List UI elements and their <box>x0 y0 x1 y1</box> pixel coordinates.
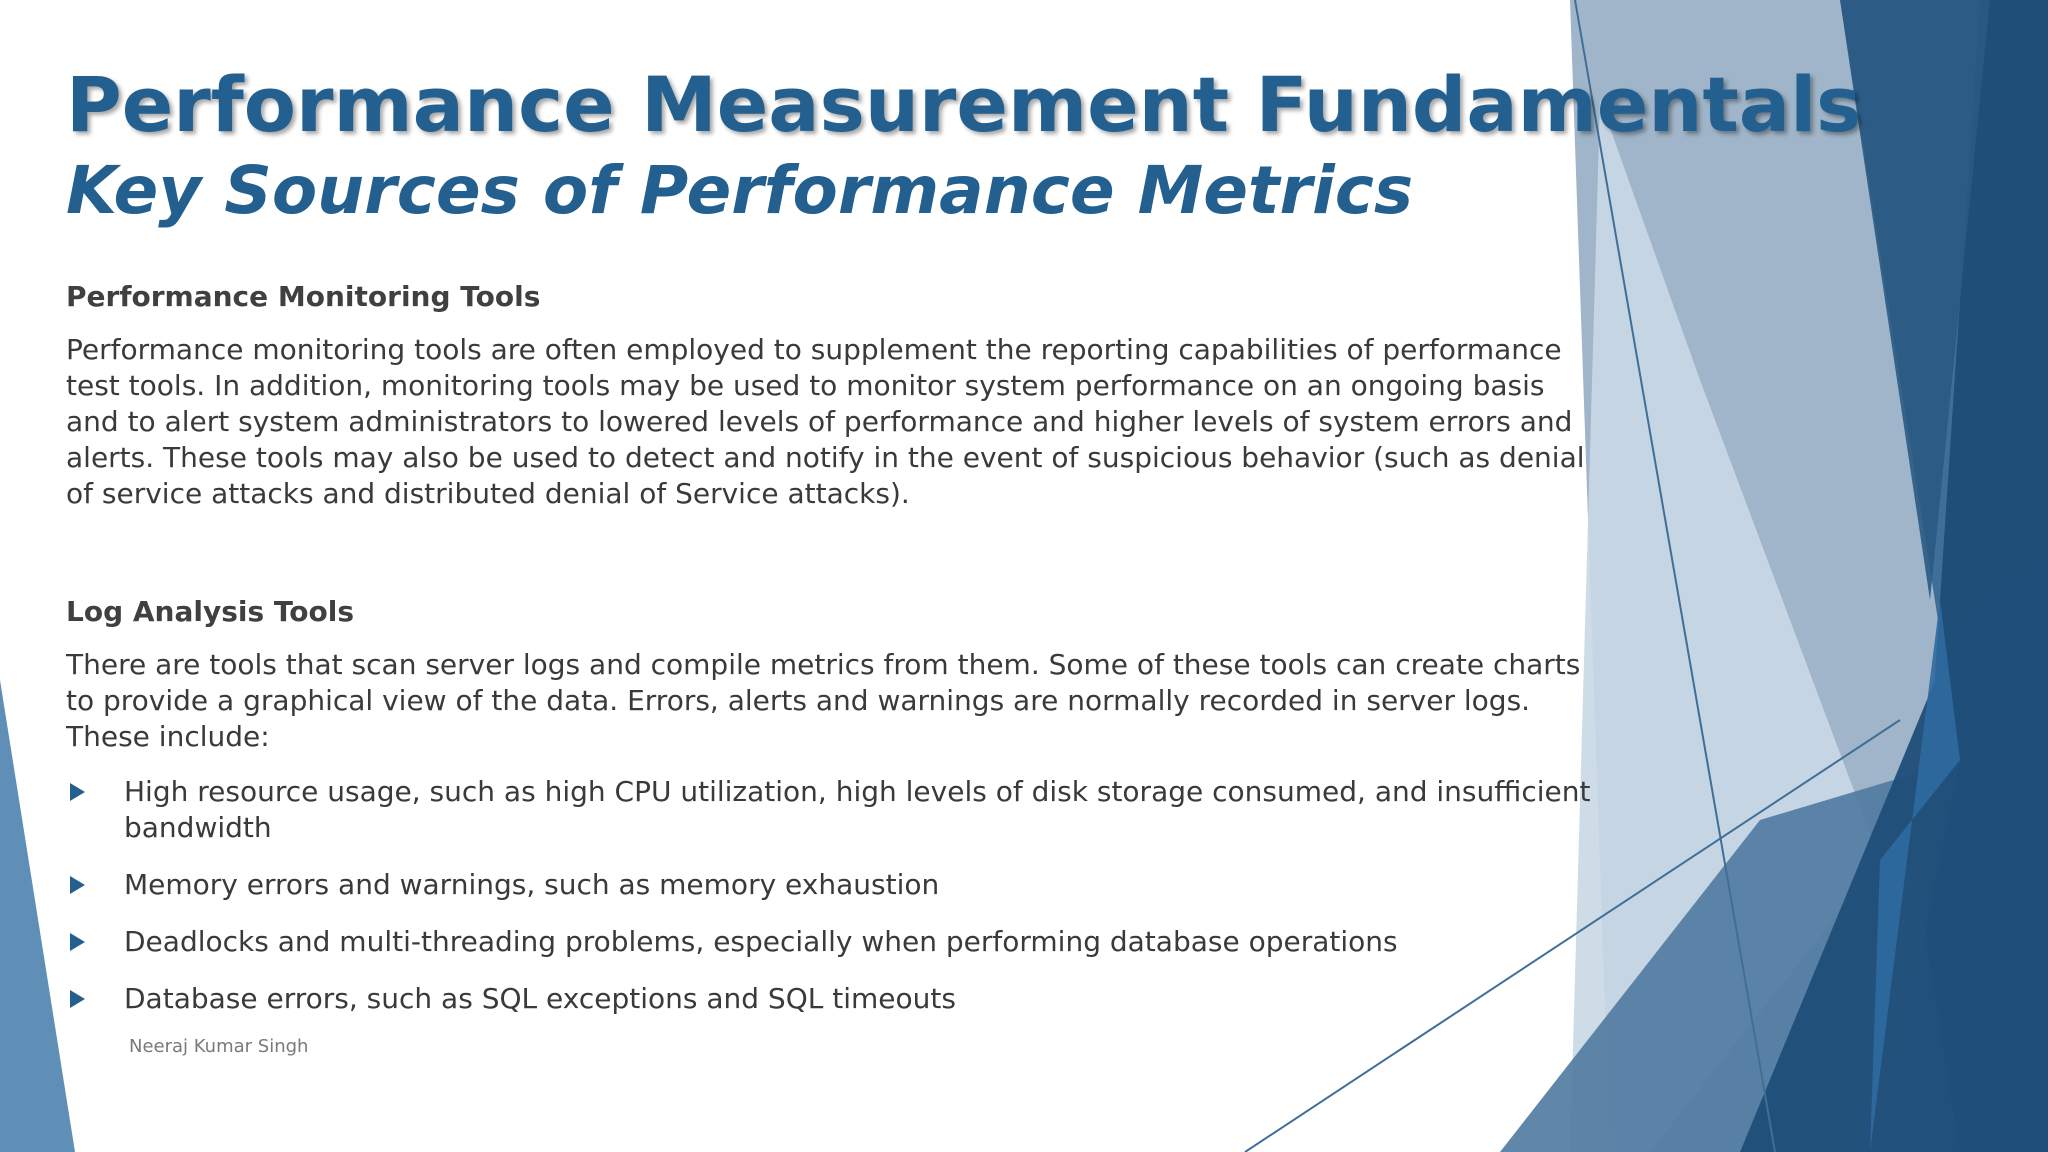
section-heading: Performance Monitoring Tools <box>66 280 541 313</box>
triangle-bullet-icon <box>70 783 85 801</box>
slide-subtitle: Key Sources of Performance Metrics <box>66 152 1414 229</box>
list-item <box>66 867 1614 903</box>
triangle-bullet-icon <box>70 876 85 894</box>
list-item <box>66 924 1614 960</box>
slide-title: Performance Measurement Fundamentals <box>66 60 1862 149</box>
bullet-list <box>66 774 1606 1017</box>
slide-footer-author: Neeraj Kumar Singh <box>129 1036 309 1057</box>
list-item-text: Database errors, such as SQL exceptions and SQL timeouts <box>124 982 956 1015</box>
list-item <box>66 774 1614 846</box>
section-body: There are tools that scan server logs and compile metrics from them. Some of these tools can create charts to provide a graphical view of the data. Errors, alerts and warnings are normally recorded in server logs. These include: <box>66 648 1581 753</box>
list-item-text: Memory errors and warnings, such as memory exhaustion <box>124 868 940 901</box>
list-item <box>66 981 1614 1017</box>
section-body: Performance monitoring tools are often employed to supplement the reporting capabilities of performance test tools. In addition, monitoring tools may be used to monitor system performance on an ongoing basis and to alert system administrators to lowered levels of performance and higher levels of system errors and alerts. These tools may also be used to detect and notify in the event of suspicious behavior (such as denial of service attacks and distributed denial of Service attacks). <box>66 333 1585 510</box>
list-item-text: High resource usage, such as high CPU utilization, high levels of disk storage consumed, and insufficient bandwidth <box>124 775 1591 844</box>
section-monitoring-tools <box>66 280 1606 512</box>
decor-shape-left-sliver <box>0 680 75 1152</box>
triangle-bullet-icon <box>70 933 85 951</box>
triangle-bullet-icon <box>70 990 85 1008</box>
section-heading: Log Analysis Tools <box>66 595 355 628</box>
section-log-analysis-tools <box>66 595 1606 1038</box>
list-item-text: Deadlocks and multi-threading problems, especially when performing database operations <box>124 925 1398 958</box>
